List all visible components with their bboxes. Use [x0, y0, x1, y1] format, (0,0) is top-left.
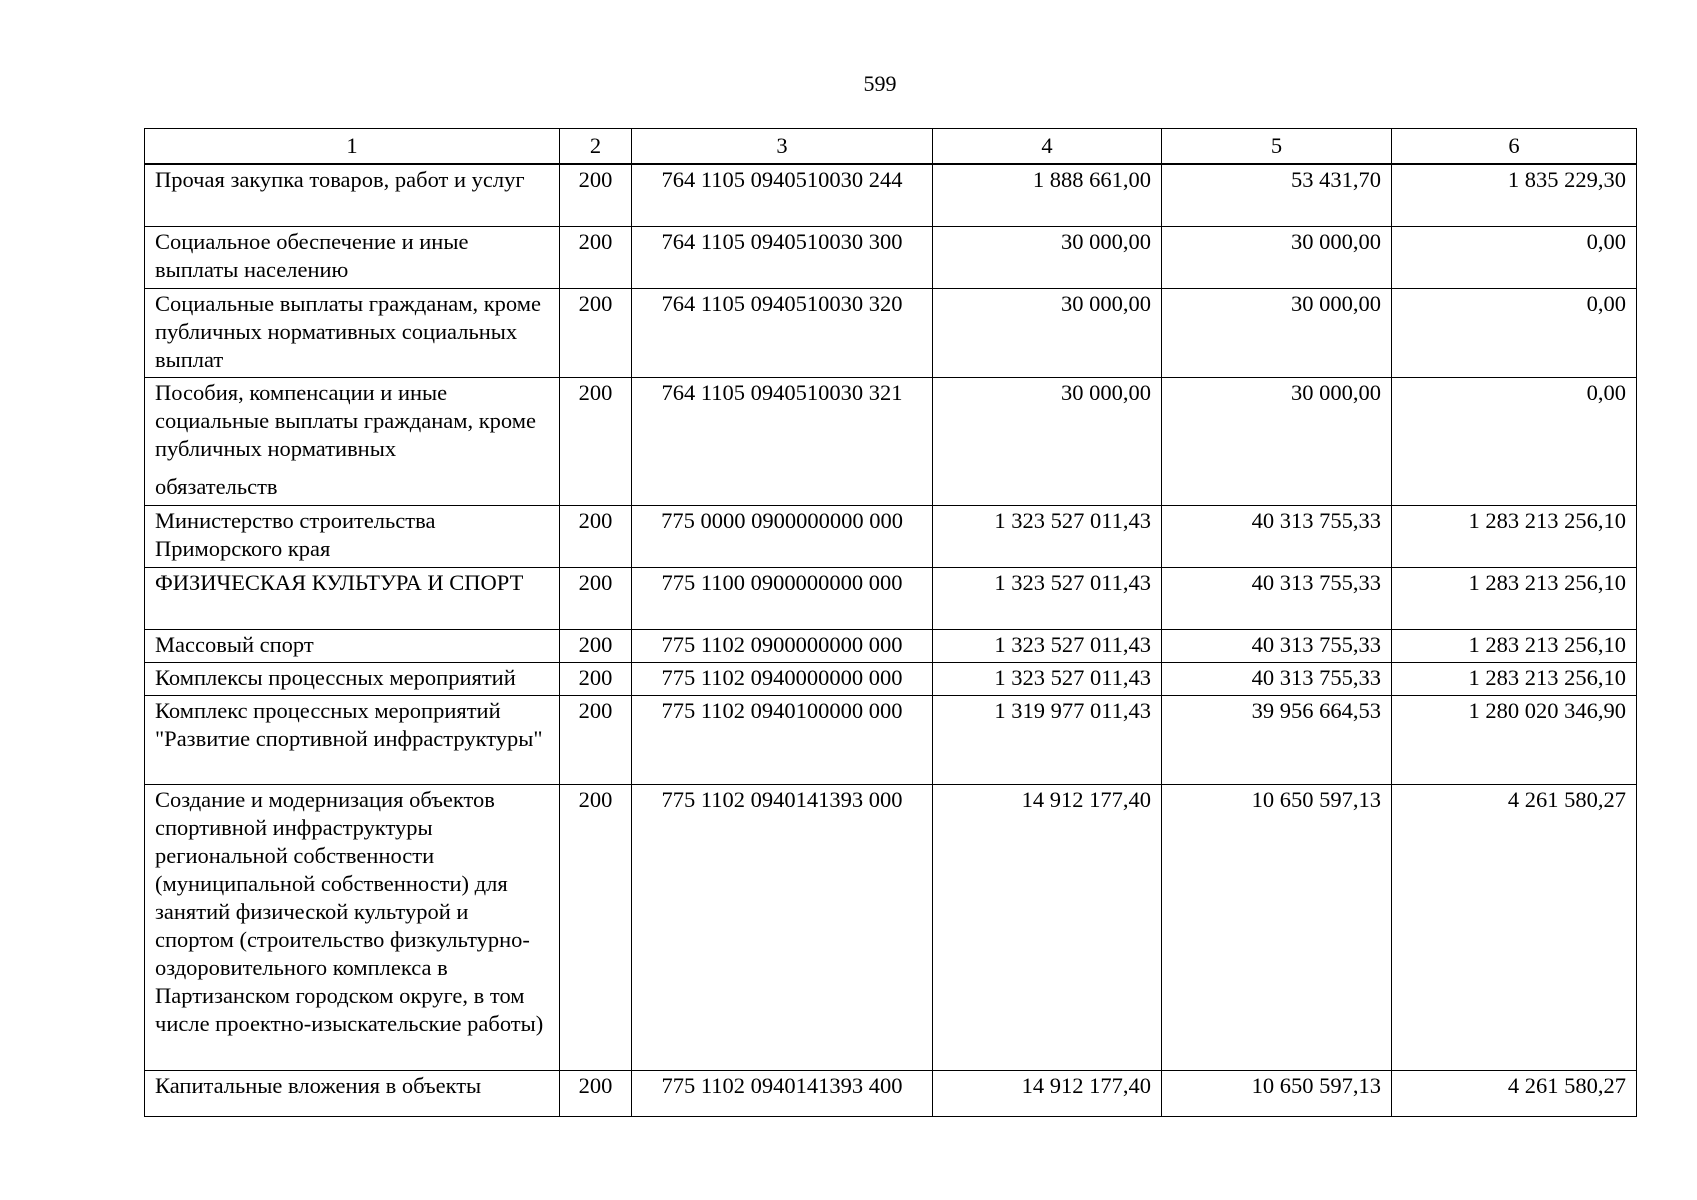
- row-value-6: 1 283 213 256,10: [1392, 505, 1637, 567]
- row-value-6: 1 283 213 256,10: [1392, 662, 1637, 695]
- row-value-6: 1 283 213 256,10: [1392, 567, 1637, 629]
- table-row: [145, 505, 1637, 567]
- row-name: Прочая закупка товаров, работ и услуг: [145, 164, 560, 226]
- row-name: Министерство строительства Приморского края: [145, 505, 560, 567]
- row-value-4: 30 000,00: [933, 377, 1162, 505]
- row-value-4: 1 323 527 011,43: [933, 567, 1162, 629]
- row-value-5: 30 000,00: [1162, 226, 1392, 288]
- table-header-row: [145, 129, 1637, 165]
- table-row: [145, 377, 1637, 505]
- row-value-6: 0,00: [1392, 288, 1637, 377]
- row-value-5: 39 956 664,53: [1162, 695, 1392, 784]
- row-value-5: 10 650 597,13: [1162, 784, 1392, 1070]
- column-header-2: 2: [560, 129, 632, 165]
- row-value-6: 4 261 580,27: [1392, 1070, 1637, 1116]
- column-header-4: 4: [933, 129, 1162, 165]
- page-number: 599: [863, 71, 897, 96]
- row-col2: 200: [560, 505, 632, 567]
- row-code: 775 1102 0940000000 000: [632, 662, 933, 695]
- row-value-6: 0,00: [1392, 226, 1637, 288]
- row-value-5: 30 000,00: [1162, 377, 1392, 505]
- column-header-6: 6: [1392, 129, 1637, 165]
- row-value-5: 40 313 755,33: [1162, 567, 1392, 629]
- row-value-4: 1 319 977 011,43: [933, 695, 1162, 784]
- column-header-1: 1: [145, 129, 560, 165]
- row-code: 775 1102 0940141393 400: [632, 1070, 933, 1116]
- row-col2: 200: [560, 288, 632, 377]
- row-value-5: 53 431,70: [1162, 164, 1392, 226]
- row-value-5: 40 313 755,33: [1162, 629, 1392, 662]
- row-value-4: 14 912 177,40: [933, 784, 1162, 1070]
- row-col2: 200: [560, 377, 632, 505]
- row-name: Создание и модернизация объектов спортивной инфраструктуры региональной собственности (муниципальной собственности) для занятий физической культурой и спортом (строительство физкультурно-оздоровительного комплекса в Партизанском городском округе, в том числе проектно-изыскательские работы): [145, 784, 560, 1070]
- row-name: Социальное обеспечение и иные выплаты населению: [145, 226, 560, 288]
- row-value-6: 1 283 213 256,10: [1392, 629, 1637, 662]
- row-col2: 200: [560, 695, 632, 784]
- row-value-6: 0,00: [1392, 377, 1637, 505]
- row-value-5: 10 650 597,13: [1162, 1070, 1392, 1116]
- row-col2: 200: [560, 567, 632, 629]
- row-col2: 200: [560, 1070, 632, 1116]
- table-row: [145, 1070, 1637, 1116]
- table-row: [145, 567, 1637, 629]
- table-row: [145, 695, 1637, 784]
- table-row: [145, 164, 1637, 226]
- row-col2: 200: [560, 662, 632, 695]
- row-name: Массовый спорт: [145, 629, 560, 662]
- row-value-4: 30 000,00: [933, 288, 1162, 377]
- row-code: 764 1105 0940510030 300: [632, 226, 933, 288]
- row-code: 764 1105 0940510030 244: [632, 164, 933, 226]
- table-row: [145, 629, 1637, 662]
- row-col2: 200: [560, 784, 632, 1070]
- table-row: [145, 226, 1637, 288]
- table-row: [145, 288, 1637, 377]
- row-value-6: 4 261 580,27: [1392, 784, 1637, 1070]
- column-header-5: 5: [1162, 129, 1392, 165]
- row-value-5: 40 313 755,33: [1162, 662, 1392, 695]
- row-code: 775 1102 0900000000 000: [632, 629, 933, 662]
- row-value-4: 14 912 177,40: [933, 1070, 1162, 1116]
- row-code: 775 0000 0900000000 000: [632, 505, 933, 567]
- row-code: 764 1105 0940510030 320: [632, 288, 933, 377]
- row-code: 775 1102 0940100000 000: [632, 695, 933, 784]
- row-col2: 200: [560, 164, 632, 226]
- row-value-4: 1 323 527 011,43: [933, 505, 1162, 567]
- row-code: 764 1105 0940510030 321: [632, 377, 933, 505]
- row-code: 775 1100 0900000000 000: [632, 567, 933, 629]
- row-name: Комплекс процессных мероприятий "Развитие спортивной инфраструктуры": [145, 695, 560, 784]
- row-name: Пособия, компенсации и иные социальные выплаты гражданам, кроме публичных нормативных: [155, 379, 536, 461]
- row-name: Капитальные вложения в объекты: [145, 1070, 560, 1116]
- row-name-cell: [145, 377, 560, 505]
- row-value-6: 1 280 020 346,90: [1392, 695, 1637, 784]
- column-header-3: 3: [632, 129, 933, 165]
- row-value-5: 30 000,00: [1162, 288, 1392, 377]
- row-name-tail: обязательств: [155, 473, 278, 499]
- row-col2: 200: [560, 629, 632, 662]
- table-row: [145, 662, 1637, 695]
- row-value-6: 1 835 229,30: [1392, 164, 1637, 226]
- row-name: Комплексы процессных мероприятий: [145, 662, 560, 695]
- budget-table: [144, 128, 1637, 1117]
- row-value-4: 30 000,00: [933, 226, 1162, 288]
- row-name: Социальные выплаты гражданам, кроме публичных нормативных социальных выплат: [145, 288, 560, 377]
- row-value-4: 1 323 527 011,43: [933, 629, 1162, 662]
- row-code: 775 1102 0940141393 000: [632, 784, 933, 1070]
- table-row: [145, 784, 1637, 1070]
- row-value-5: 40 313 755,33: [1162, 505, 1392, 567]
- row-col2: 200: [560, 226, 632, 288]
- row-value-4: 1 888 661,00: [933, 164, 1162, 226]
- row-value-4: 1 323 527 011,43: [933, 662, 1162, 695]
- row-name: ФИЗИЧЕСКАЯ КУЛЬТУРА И СПОРТ: [145, 567, 560, 629]
